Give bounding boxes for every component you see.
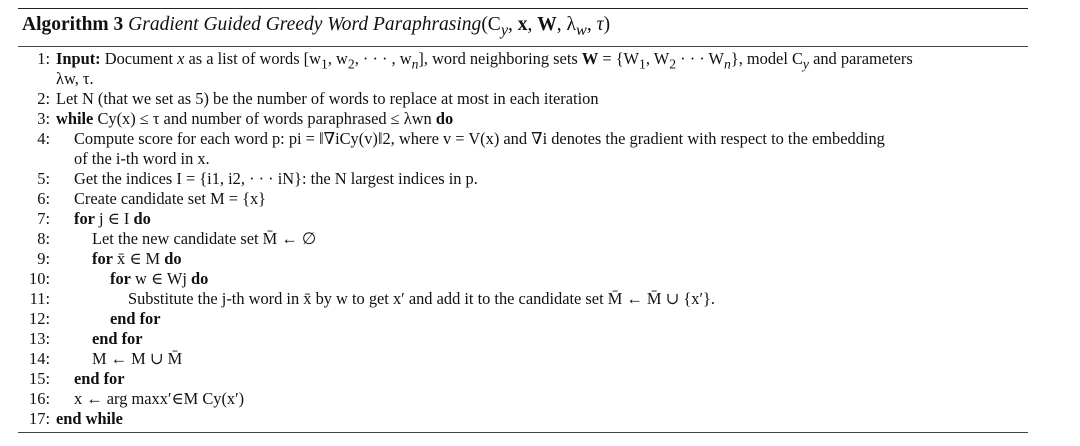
keyword: do <box>164 248 182 268</box>
algo-line-1 <box>18 48 1028 72</box>
algorithm-body <box>18 47 1028 432</box>
keyword: end for <box>110 308 161 328</box>
line-number: 3: <box>37 108 50 128</box>
algo-line-2 <box>18 89 1028 109</box>
algorithm-name: Gradient Guided Greedy Word Paraphrasing <box>128 14 482 35</box>
algo-line-10 <box>18 269 1028 289</box>
keyword: end for <box>92 328 143 348</box>
line-content: for x̄ ∈ M do <box>92 248 182 268</box>
algorithm-label: Algorithm 3 <box>22 14 124 35</box>
line-number: 7: <box>37 208 50 228</box>
line-content: λw, τ. <box>56 68 94 88</box>
algo-line-11 <box>18 289 1028 309</box>
line-number: 6: <box>37 188 50 208</box>
line-number: 8: <box>37 228 50 248</box>
algo-line-9 <box>18 249 1028 269</box>
line-content: Let the new candidate set M̄ ← ∅ <box>92 228 317 248</box>
keyword: end for <box>74 368 125 388</box>
algo-line-1-cont <box>18 69 1028 89</box>
keyword: for <box>92 248 113 268</box>
line-number: 9: <box>37 248 50 268</box>
line-content: Input: Document x as a list of words [$w_1$, $w_2$, · · · , $w_n$], word neighboring sets $W = \{W_1$, $W_2$ · · · $W_n$}, model $C_y$ and parameters <box>56 48 913 72</box>
algorithm-block <box>18 8 1028 433</box>
line-number: 1: <box>37 48 50 68</box>
line-content <box>56 309 161 329</box>
keyword: for <box>110 268 131 288</box>
line-content: for j ∈ I do <box>74 208 151 228</box>
keyword: do <box>435 108 454 128</box>
algo-line-13 <box>18 329 1028 349</box>
keyword: end while <box>56 408 123 428</box>
line-content: while Cy(x) ≤ τ and number of words paraphrased ≤ λwn do <box>56 108 454 128</box>
keyword: while <box>56 108 94 128</box>
algo-line-3 <box>18 109 1028 129</box>
bottom-rule <box>18 432 1028 433</box>
line-number: 12: <box>29 308 50 328</box>
line-content: x ← arg maxx′∈M Cy(x′) <box>74 388 245 408</box>
line-number: 5: <box>37 168 50 188</box>
line-content <box>56 409 123 429</box>
line-number: 14: <box>29 348 50 368</box>
line-number: 17: <box>29 408 50 428</box>
algo-line-6 <box>18 189 1028 209</box>
line-content <box>56 329 143 349</box>
line-content <box>56 369 125 389</box>
algo-line-8 <box>18 229 1028 249</box>
line-content: Create candidate set M = {x} <box>74 188 267 208</box>
algo-line-15 <box>18 369 1028 389</box>
algo-line-14 <box>18 349 1028 369</box>
line-content: Compute score for each word p: pi = ‖∇iCy(v)‖2, where v = V(x) and ∇i denotes the gradient with respect to the embedding <box>74 128 885 148</box>
keyword: do <box>133 208 151 228</box>
line-number: 15: <box>29 368 50 388</box>
line-number: 4: <box>37 128 50 148</box>
line-number: 13: <box>29 328 50 348</box>
line-content: Get the indices I = {i1, i2, · · · iN}: the N largest indices in p. <box>74 168 478 188</box>
algo-line-4 <box>18 129 1028 149</box>
line-content: for w ∈ Wj do <box>110 268 209 288</box>
line-number: 11: <box>29 288 50 308</box>
keyword: for <box>74 208 95 228</box>
line-number: 2: <box>37 88 50 108</box>
algo-line-17 <box>18 409 1028 429</box>
algo-line-12 <box>18 309 1028 329</box>
line-content: Substitute the j-th word in x̄ by w to get x′ and add it to the candidate set M̄ ← M̄ ∪ {x′}. <box>128 288 716 308</box>
algo-line-5 <box>18 169 1028 189</box>
keyword: do <box>191 268 209 288</box>
line-number: 10: <box>29 268 50 288</box>
line-number: 16: <box>29 388 50 408</box>
algorithm-signature: ($C_y$, x, W, $\lambda_w$, τ) <box>481 14 611 39</box>
algorithm-title <box>18 9 1028 46</box>
algo-line-7 <box>18 209 1028 229</box>
line-content: M ← M ∪ M̄ <box>92 348 183 368</box>
algo-line-4-cont <box>18 149 1028 169</box>
algo-line-16 <box>18 389 1028 409</box>
line-content: of the i-th word in x. <box>74 148 210 168</box>
line-content: Let N (that we set as 5) be the number of words to replace at most in each iteration <box>56 88 599 108</box>
